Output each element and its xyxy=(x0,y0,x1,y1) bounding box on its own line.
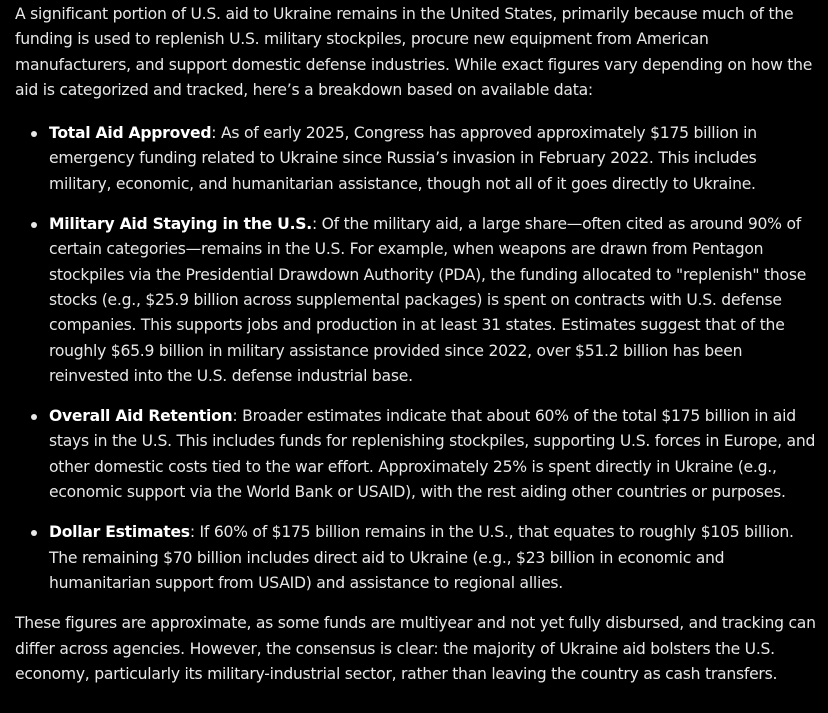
item-text: : As of early 2025, Congress has approved approximately $175 billion in emergency funding related to Ukraine since Russia’s invasion in February 2022. This includes military, economic, and humanitarian assistance, though not all of it goes directly to Ukraine. xyxy=(49,124,757,193)
item-text: : Broader estimates indicate that about 60% of the total $175 billion in aid stays in the U.S. This includes funds for replenishing stockpiles, supporting U.S. forces in Europe, and other domestic costs tied to the war effort. Approximately 25% is spent directly in Ukraine (e.g., economic support via the World Bank or USAID), with the rest aiding other countries or purposes. xyxy=(49,407,816,502)
item-term: Total Aid Approved xyxy=(49,124,212,143)
breakdown-list xyxy=(15,121,822,596)
list-item-dollar-estimates xyxy=(15,520,822,596)
list-item-total-aid xyxy=(15,121,822,197)
item-text: : If 60% of $175 billion remains in the U.S., that equates to roughly $105 billion. The remaining $70 billion includes direct aid to Ukraine (e.g., $23 billion in economic and humanitarian support from USAID) and assistance to regional allies. xyxy=(49,523,794,592)
item-text: : Of the military aid, a large share—often cited as around 90% of certain categories—remains in the U.S. For example, when weapons are drawn from Pentagon stockpiles via the Presidential Drawdown Authority (PDA), the funding allocated to "replenish" those stocks (e.g., $25.9 billion across supplemental packages) is spent on contracts with U.S. defense companies. This supports jobs and production in at least 31 states. Estimates suggest that of the roughly $65.9 billion in military assistance provided since 2022, over $51.2 billion has been reinvested into the U.S. defense industrial base. xyxy=(49,215,807,385)
bullet-icon xyxy=(31,414,37,420)
outro-paragraph: These figures are approximate, as some funds are multiyear and not yet fully disbursed, and tracking can differ across agencies. However, the consensus is clear: the majority of Ukraine aid bolsters the U.S. economy, particularly its military-industrial sector, rather than leaving the country as cash transfers. xyxy=(15,614,816,683)
bullet-icon xyxy=(31,530,37,536)
bullet-icon xyxy=(31,222,37,228)
intro-paragraph: A significant portion of U.S. aid to Ukraine remains in the United States, primarily because much of the funding is used to replenish U.S. military stockpiles, procure new equipment from American manufacturers, and support domestic defense industries. While exact figures vary depending on how the aid is categorized and tracked, here’s a breakdown based on available data: xyxy=(15,5,813,99)
bullet-icon xyxy=(31,131,37,137)
item-term: Overall Aid Retention xyxy=(49,407,233,426)
list-item-military-aid xyxy=(15,212,822,389)
item-term: Military Aid Staying in the U.S. xyxy=(49,215,312,234)
item-term: Dollar Estimates xyxy=(49,523,190,542)
list-item-aid-retention xyxy=(15,404,822,505)
